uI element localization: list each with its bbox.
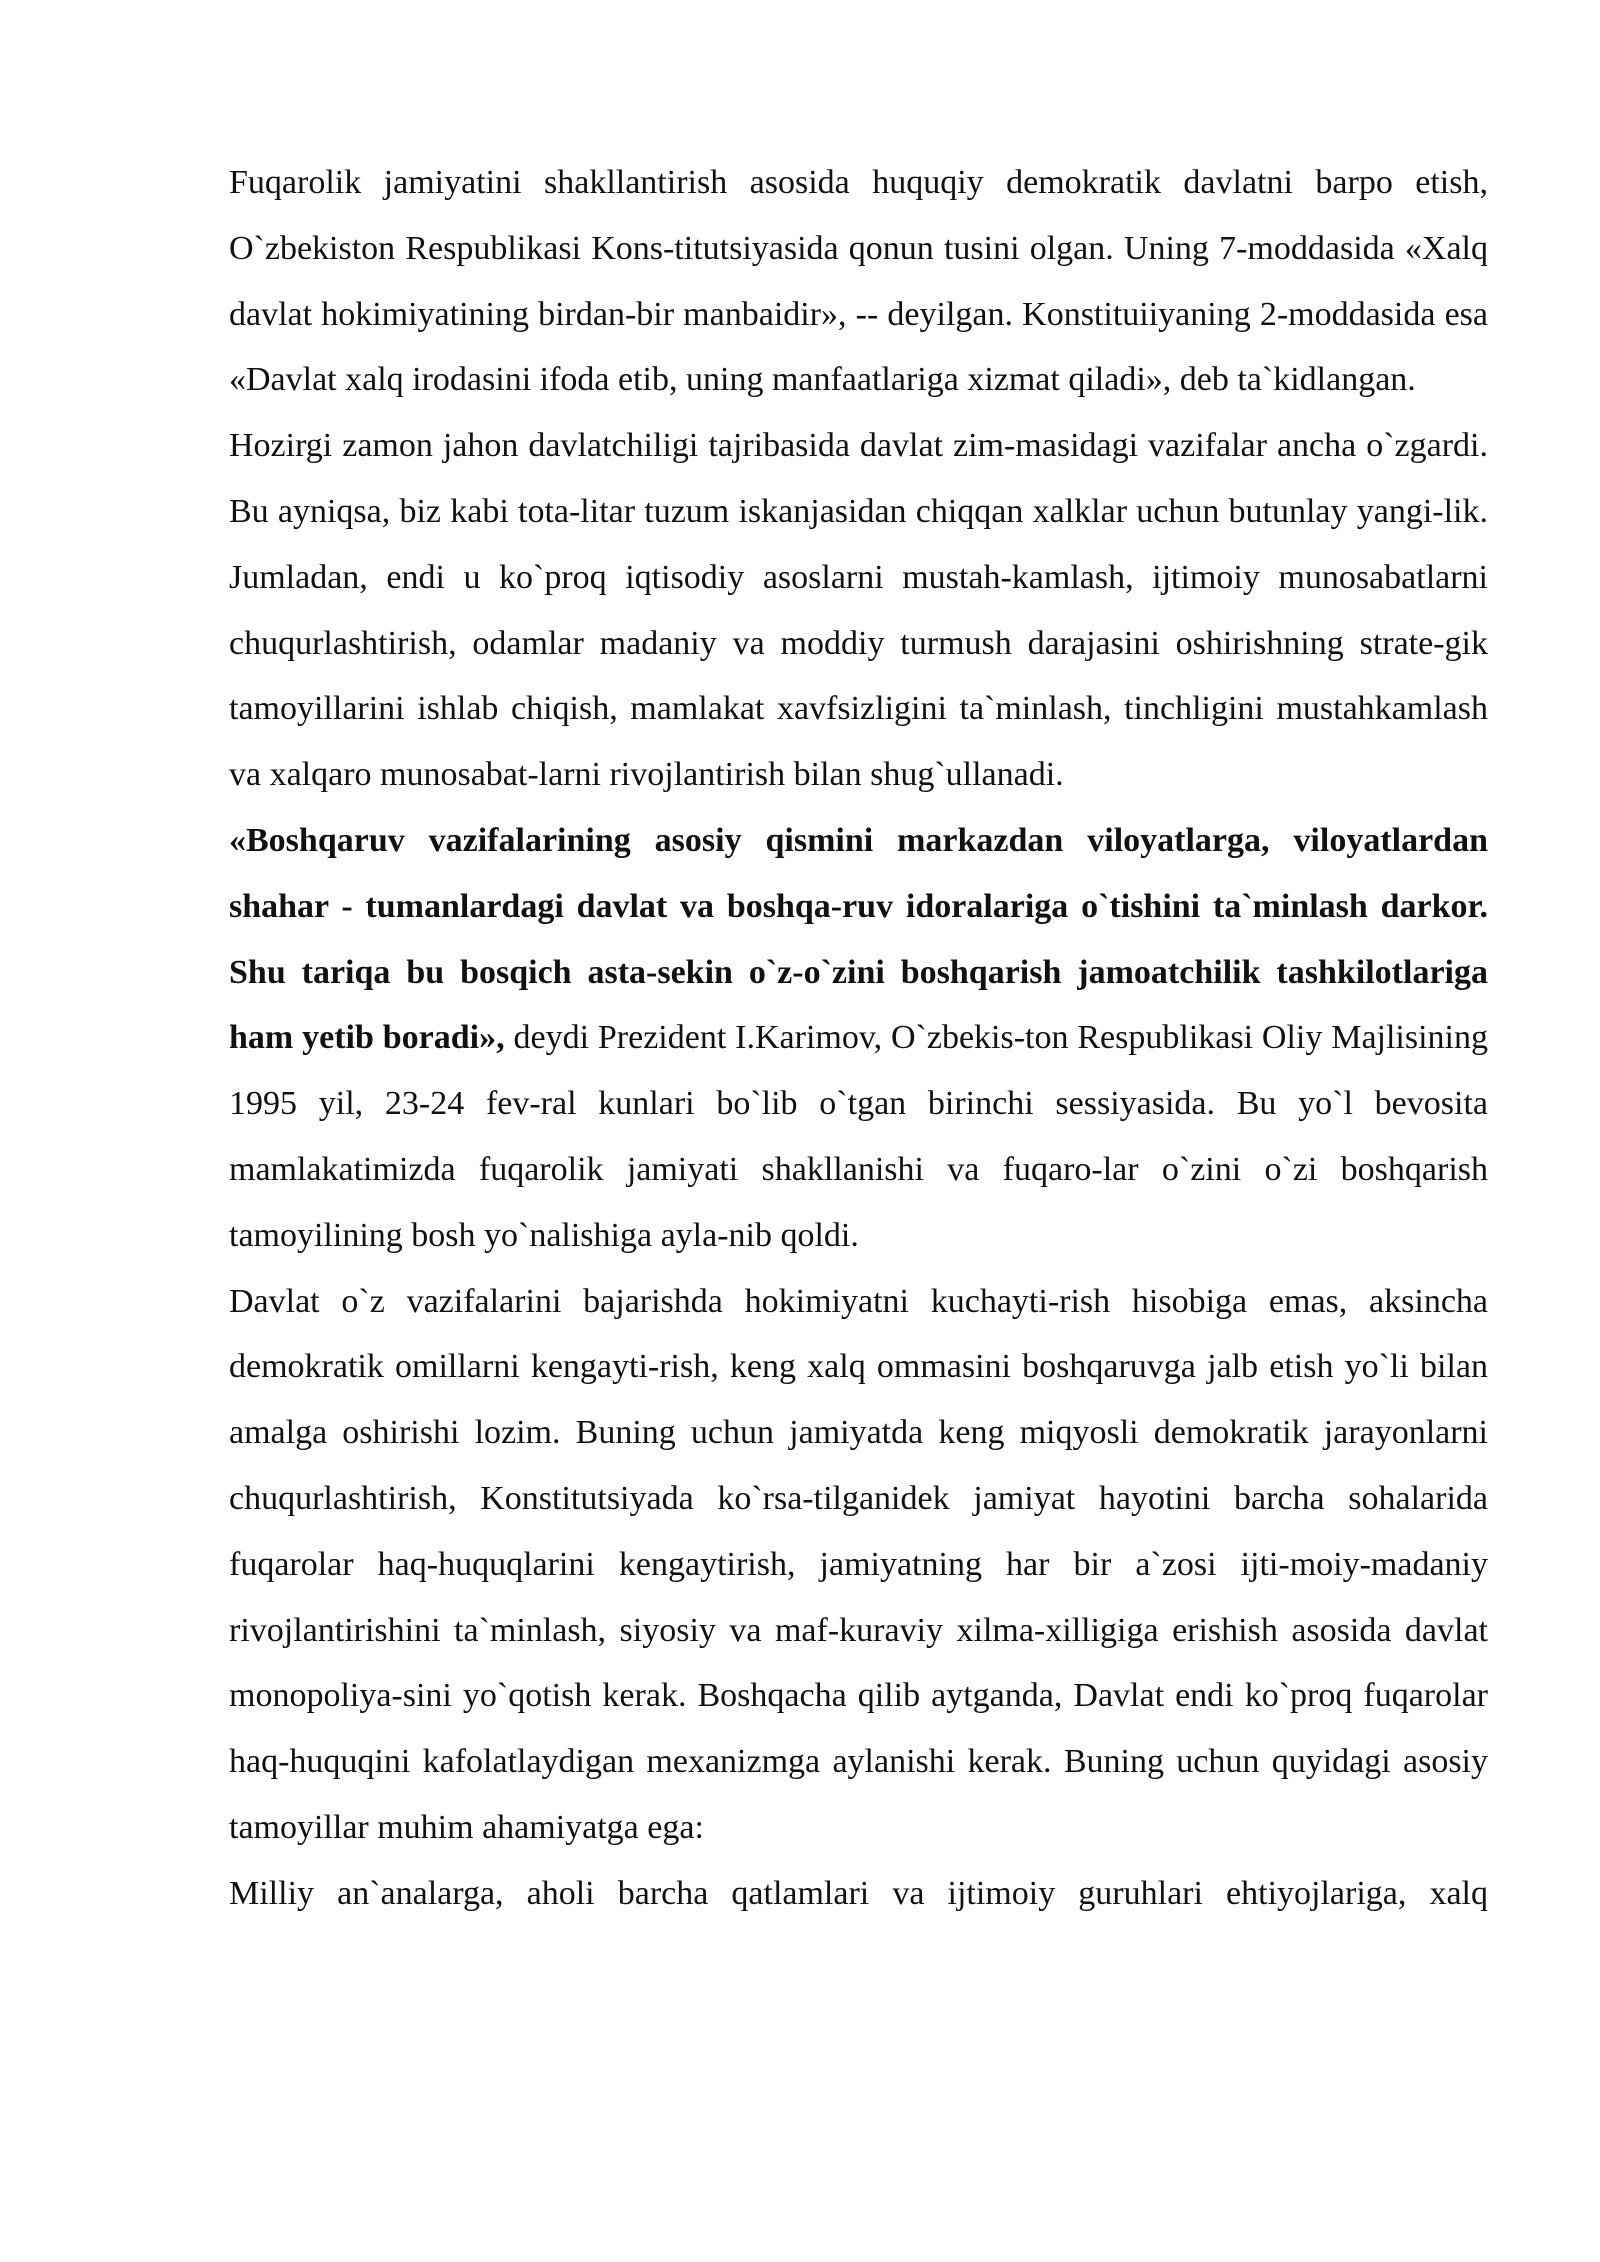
paragraph-civil-society-constitution	[229, 150, 1488, 413]
quote-bold-text: «Boshqaruv vazifalarining asosiy qismini markazdan viloyatlarga, viloyatlardan shahar - tumanlardagi davlat va boshqa-ruv idoralariga o`tishini ta`minlash darkor. Shu tariqa bu bosqich asta-sekin o`z-o`zini boshqarish jamoatchilik tashkilotlariga ham yetib boradi»,	[229, 821, 1488, 1057]
paragraph-text: deydi Prezident I.Karimov, O`zbekis-ton Respublikasi Oliy Majlisining 1995 yil, 23-24 fev-ral kunlari bo`lib o`tgan birinchi sessiyasida. Bu yo`l bevosita mamlakatimizda fuqarolik jamiyati shakllanishi va fuqaro-lar o`zini o`zi boshqarish tamoyilining bosh yo`nalishiga ayla-nib qoldi.	[229, 1019, 1489, 1254]
paragraph-president-quote	[229, 808, 1488, 1269]
paragraph-modern-statehood	[229, 413, 1488, 808]
paragraph-text: Milliy an`analarga, aholi barcha qatlamlari va ijtimoiy guruhlari ehtiyojlariga, xalq	[229, 1874, 1488, 1912]
paragraph-text: Davlat o`z vazifalarini bajarishda hokimiyatni kuchayti-rish hisobiga emas, aksincha demokratik omillarni kengayti-rish, keng xalq ommasini boshqaruvga jalb etish yo`li bilan amalga oshirishi lozim. Buning uchun jamiyatda keng miqyosli demokratik jarayonlarni chuqurlashtirish, Konstitutsiyada ko`rsa-tilganidek jamiyat hayotini barcha sohalarida fuqarolar haq-huquqlarini kengaytirish, jamiyatning har bir a`zosi ijti-moiy-madaniy rivojlantirishini ta`minlash, siyosiy va maf-kuraviy xilma-xilligiga erishish asosida davlat monopoliya-sini yo`qotish kerak. Boshqacha qilib aytganda, Davlat endi ko`proq fuqarolar haq-huquqini kafolatlaydigan mexanizmga aylanishi kerak. Buning uchun quyidagi asosiy tamoyillar muhim ahamiyatga ega:	[229, 1282, 1488, 1846]
paragraph-national-traditions	[229, 1861, 1488, 1927]
document-page	[229, 150, 1488, 1927]
paragraph-text: Hozirgi zamon jahon davlatchiligi tajribasida davlat zim-masidagi vazifalar ancha o`zgardi. Bu ayniqsa, biz kabi tota-litar tuzum iskanjasidan chiqqan xalklar uchun butunlay yangi-lik. Jumladan, endi u ko`proq iqtisodiy asoslarni mustah-kamlash, ijtimoiy munosabatlarni chuqurlashtirish, odamlar madaniy va moddiy turmush darajasini oshirishning strate-gik tamoyillarini ishlab chiqish, mamlakat xavfsizligini ta`minlash, tinchligini mustahkamlash va xalqaro munosabat-larni rivojlantirish bilan shug`ullanadi.	[229, 427, 1488, 794]
paragraph-text: Fuqarolik jamiyatini shakllantirish asosida huquqiy demokratik davlatni barpo etish, O`zbekiston Respublikasi Kons-titutsiyasida qonun tusini olgan. Uning 7-moddasida «Xalq davlat hokimiyatining birdan-bir manbaidir», -- deyilgan. Konstituiiyaning 2-moddasida esa «Davlat xalq irodasini ifoda etib, uning manfaatlariga xizmat qiladi», deb ta`kidlangan.	[229, 164, 1488, 399]
paragraph-state-functions	[229, 1269, 1488, 1861]
